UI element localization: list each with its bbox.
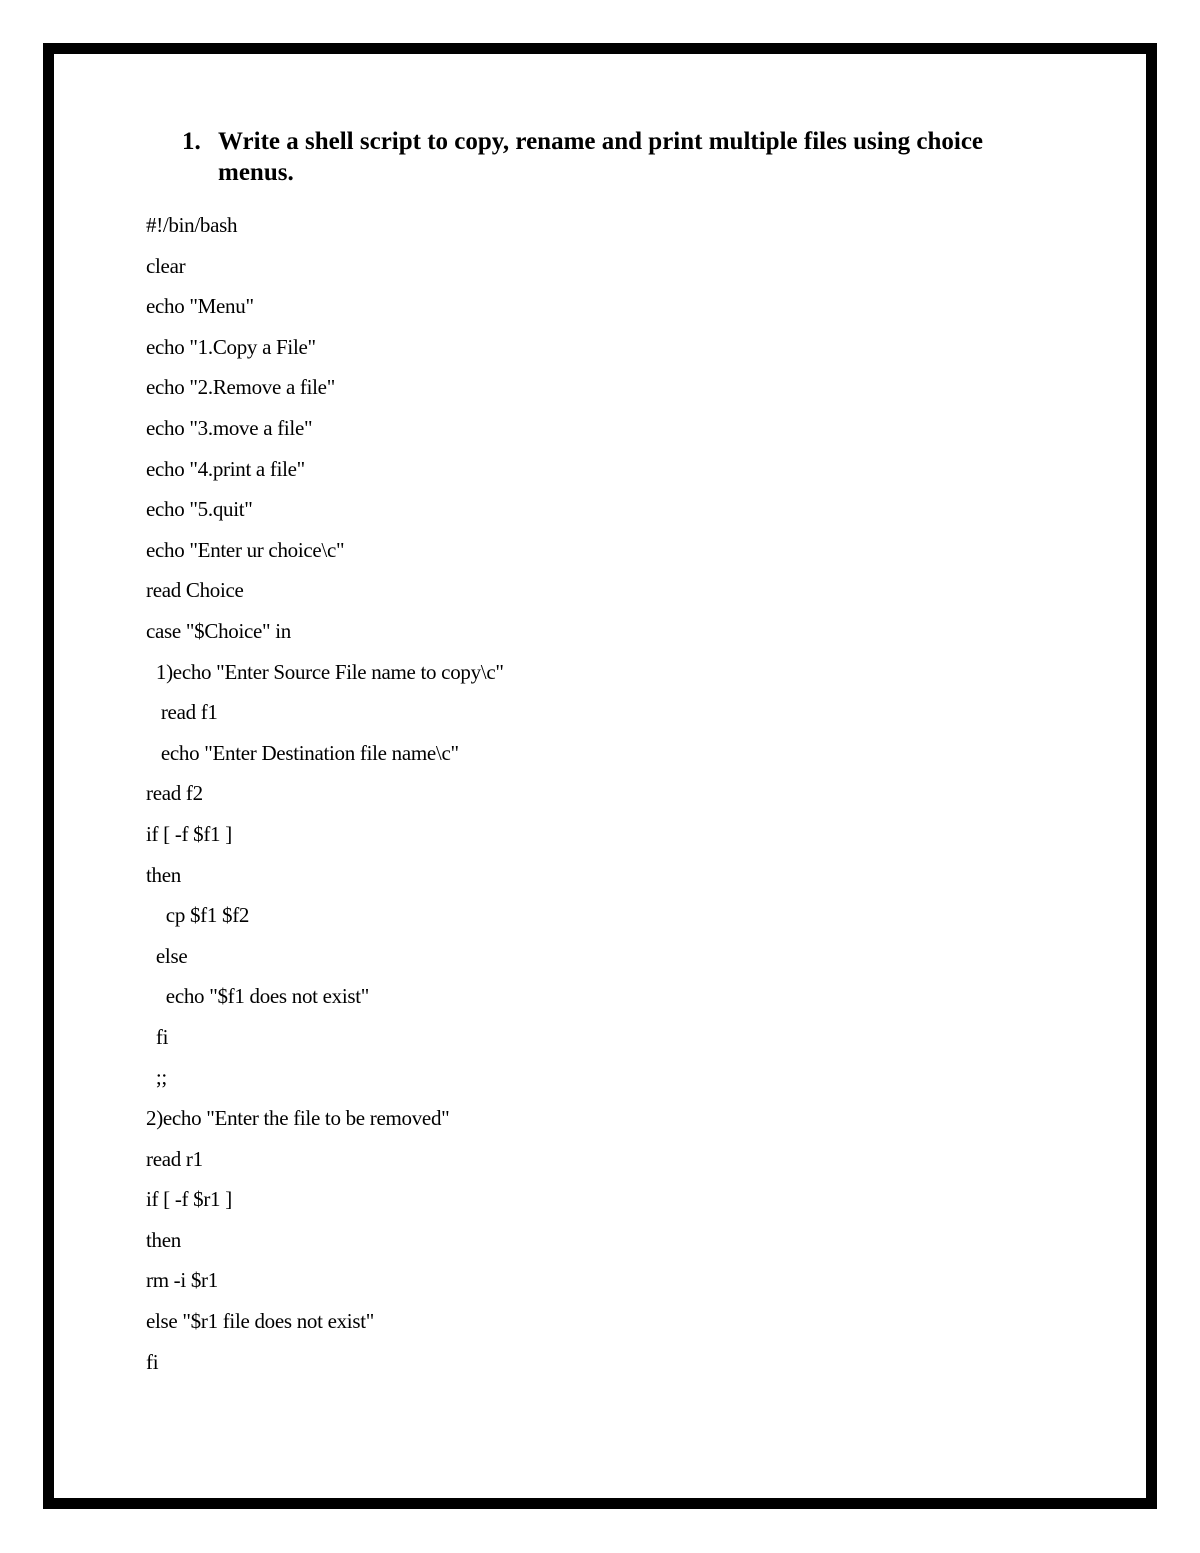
code-line: read f2 xyxy=(146,781,203,806)
code-line: echo "Menu" xyxy=(146,294,254,319)
code-line: #!/bin/bash xyxy=(146,213,238,237)
code-line: cp $f1 $f2 xyxy=(146,903,250,928)
question-number: 1. xyxy=(182,128,201,155)
code-line: ;; xyxy=(146,1065,167,1090)
code-line: echo "5.quit" xyxy=(146,497,253,522)
code-line: 2)echo "Enter the file to be removed" xyxy=(146,1106,450,1131)
code-line: fi xyxy=(146,1024,169,1049)
code-line: if [ -f $r1 ] xyxy=(146,1187,232,1212)
question-text: Write a shell script to copy, rename and print multiple files using choice menus. xyxy=(218,128,984,186)
code-line: 1)echo "Enter Source File name to copy\c" xyxy=(146,659,504,684)
code-line: echo "Enter Destination file name\c" xyxy=(146,740,459,765)
code-line: case "$Choice" in xyxy=(146,618,291,643)
code-line: read Choice xyxy=(146,578,244,603)
code-line: echo "$f1 does not exist" xyxy=(146,984,370,1009)
code-line: clear xyxy=(146,253,186,278)
code-line: echo "3.move a file" xyxy=(146,415,313,440)
code-line: echo "Enter ur choice\c" xyxy=(146,537,345,562)
code-line: else xyxy=(146,943,188,968)
code-line: read r1 xyxy=(146,1146,203,1171)
code-line: echo "2.Remove a file" xyxy=(146,375,335,400)
code-line: rm -i $r1 xyxy=(146,1268,218,1293)
code-line: echo "4.print a file" xyxy=(146,456,305,481)
code-line: echo "1.Copy a File" xyxy=(146,334,316,359)
code-line: fi xyxy=(146,1349,159,1374)
code-line: then xyxy=(146,862,181,887)
code-line: if [ -f $f1 ] xyxy=(146,821,232,846)
code-line: then xyxy=(146,1227,181,1252)
code-listing xyxy=(146,210,504,1387)
question-heading xyxy=(182,126,1002,188)
code-line: read f1 xyxy=(146,700,218,725)
code-line: else "$r1 file does not exist" xyxy=(146,1309,375,1334)
